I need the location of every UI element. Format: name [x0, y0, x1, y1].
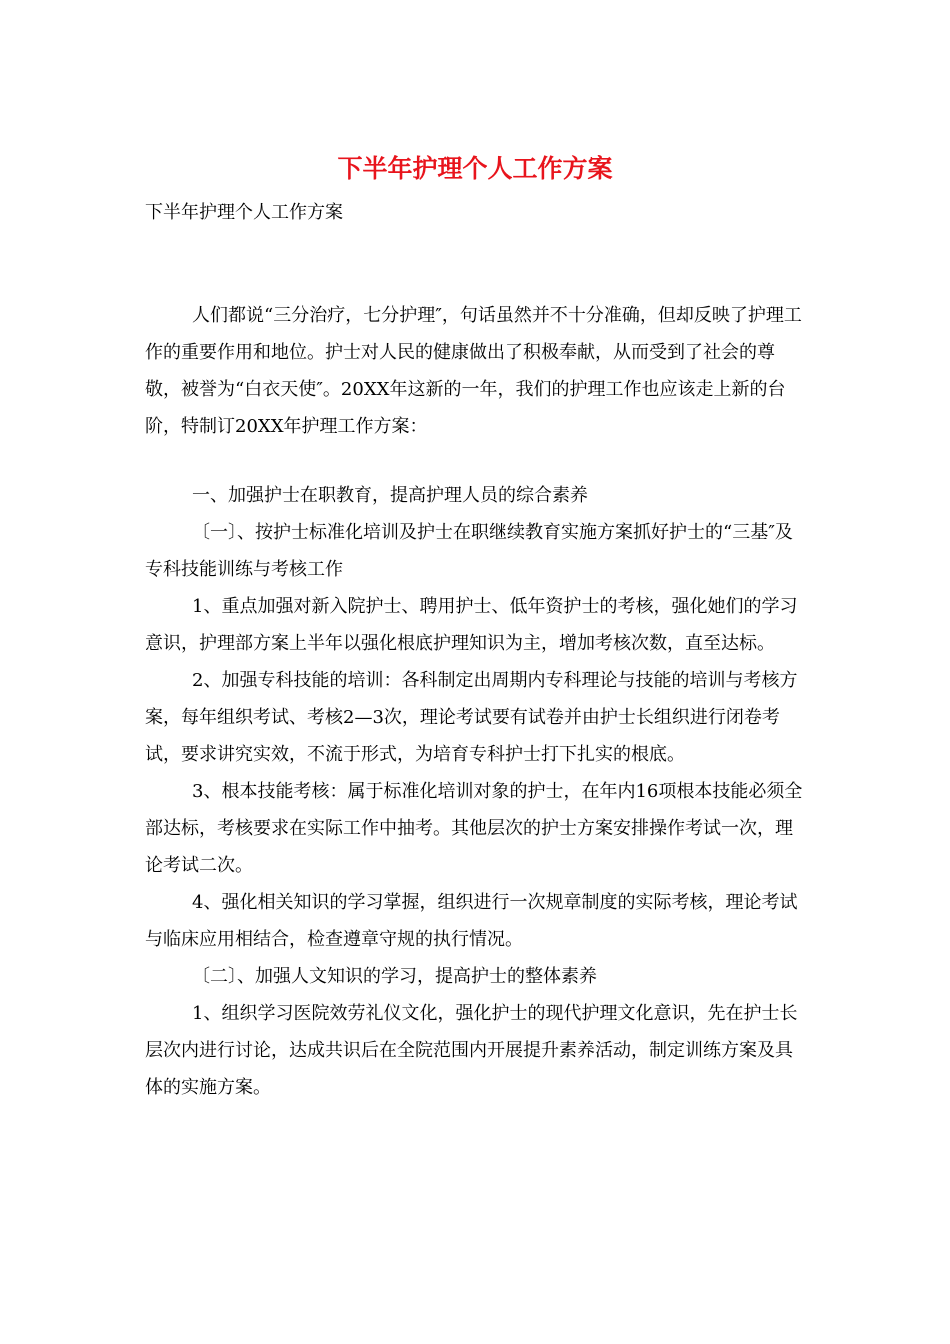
body-paragraph: 1、重点加强对新入院护士、聘用护士、低年资护士的考核，强化她们的学习意识，护理部方案上半年以强化根底护理知识为主，增加考核次数，直至达标。 [145, 596, 798, 654]
body-paragraph: 3、根本技能考核：属于标准化培训对象的护士，在年内16项根本技能必须全部达标，考核要求在实际工作中抽考。其他层次的护士方案安排操作考试一次，理论考试二次。 [145, 781, 803, 876]
document-subtitle: 下半年护理个人工作方案 [145, 202, 343, 223]
body-paragraph: 2、加强专科技能的培训：各科制定出周期内专科理论与技能的培训与考核方案，每年组织考试、考核2—3次，理论考试要有试卷并由护士长组织进行闭卷考试，要求讲究实效，不流于形式，为培育专科护士打下扎实的根底。 [145, 670, 798, 765]
body-paragraph: 1、组织学习医院效劳礼仪文化，强化护士的现代护理文化意识，先在护士长层次内进行讨论，达成共识后在全院范围内开展提升素养活动，制定训练方案及具体的实施方案。 [145, 1003, 798, 1098]
subsection-heading-1: 〔一〕、按护士标准化培训及护士在职继续教育实施方案抓好护士的“三基″及专科技能训练与考核工作 [145, 522, 793, 580]
intro-section [145, 297, 805, 445]
body-paragraph: 4、强化相关知识的学习掌握，组织进行一次规章制度的实际考核，理论考试与临床应用相结合，检查遵章守规的执行情况。 [145, 892, 798, 950]
intro-paragraph: 人们都说“三分治疗，七分护理″，句话虽然并不十分准确，但却反映了护理工作的重要作用和地位。护士对人民的健康做出了积极奉献，从而受到了社会的尊敬，被誉为“白衣天使″。20XX年这新的一年，我们的护理工作也应该走上新的台阶，特制订20XX年护理工作方案： [145, 305, 802, 437]
plan-sections [145, 477, 805, 1106]
document-title: 下半年护理个人工作方案 [337, 154, 613, 183]
subsection-heading-2: 〔二〕、加强人文知识的学习，提高护士的整体素养 [192, 966, 597, 987]
section-heading-1: 一、加强护士在职教育，提高护理人员的综合素养 [192, 485, 588, 506]
